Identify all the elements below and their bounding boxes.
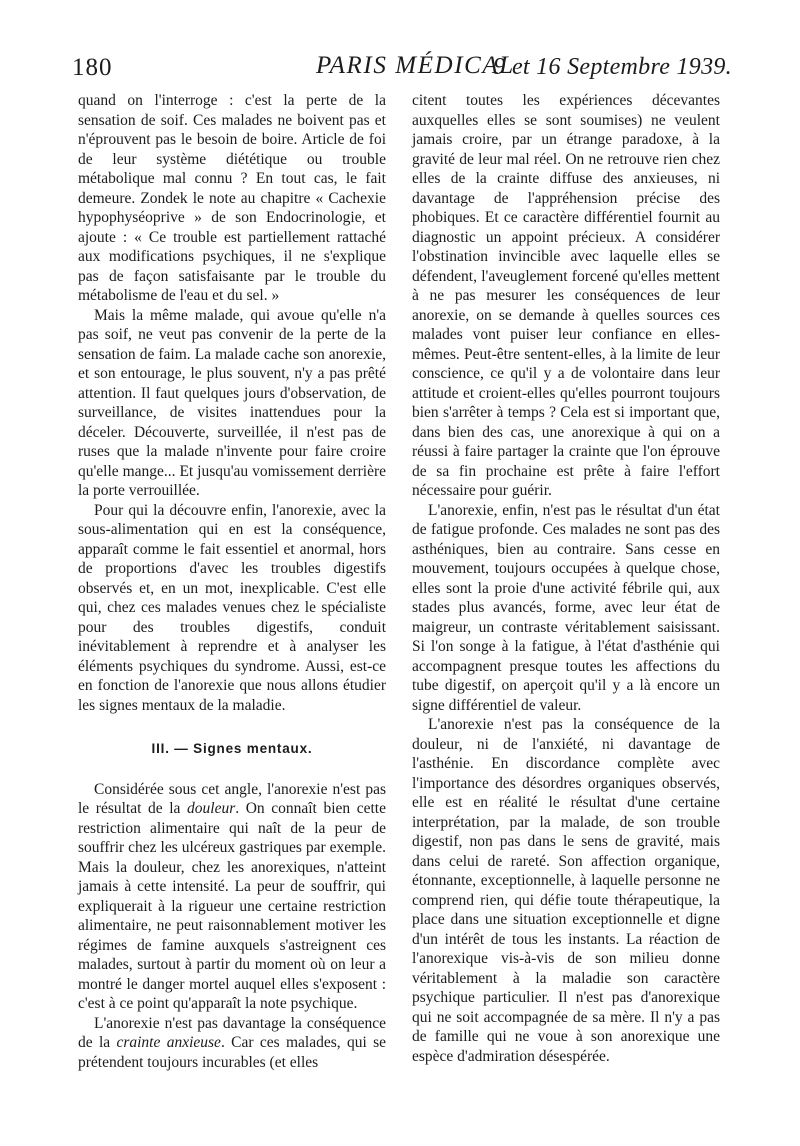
right-column (412, 91, 720, 1066)
paragraph: citent toutes les expériences décevantes auxquelles elles se sont soumises) ne veulent jamais croire, par un étrange paradoxe, à la gravité de leur mal réel. On ne retrouve rien chez elles de la crainte diffuse des anxieuses, ni davantage de l'appréhension précise des phobiques. Et ce caractère différentiel fournit au diagnostic un appoint précieux. A considérer l'obstination invincible avec laquelle elles se défendent, l'aveuglement forcené qu'elles mettent à ne pas mesurer les conséquences de leur anorexie, on se demande à quelles sources ces malades vont puiser leur confiance en elles-mêmes. Peut-être sentent-elles, à la limite de leur conscience, ce qu'il y a de volontaire dans leur attitude et croient-elles qu'elles pourront toujours bien s'arrêter à temps ? Cela est si important que, dans bien des cas, une anorexique à qui on a réussi à faire partager la crainte que l'on éprouve de sa fin prochaine est prête à faire l'effort nécessaire pour guérir. (412, 92, 720, 499)
page-number: 180 (72, 54, 113, 81)
journal-title: PARIS MÉDICAL (316, 52, 515, 79)
text-run: Considérée sous cet angle, l'anorexie n'est pas le résultat de la (78, 780, 386, 817)
paragraph: Pour qui la découvre enfin, l'anorexie, avec la sous-alimentation qui en est la conséquence, apparaît comme le fait essentiel et anormal, hors de proportions d'avec les troubles digestifs observés et, en un mot, inexplicable. C'est elle qui, chez ces malades venues chez le spécialiste pour des troubles digestifs, conduit inévitablement à reprendre et à analyser les éléments psychiques du syndrome. Aussi, est-ce en fonction de l'anorexie que nous allons étudier les signes mentaux de la maladie. (78, 501, 386, 714)
paragraph: L'anorexie, enfin, n'est pas le résultat d'un état de fatigue profonde. Ces malades ne sont pas des asthéniques, bien au contraire. Sans cesse en mouvement, toujours occupées à quelque chose, elles sont la proie d'une activité fébrile qui, aux stades plus avancés, forme, avec leur état de maigreur, un contraste véritablement saisissant. Si l'on songe à la fatigue, à l'état d'asthénie qui accompagnent presque toutes les affections du tube digestif, on aperçoit qu'il y a là encore un signe différentiel de valeur. (412, 501, 720, 714)
issue-date: 9 et 16 Septembre 1939. (493, 54, 732, 80)
text-run: L'anorexie n'est pas davantage la conséquence de la (78, 1014, 386, 1051)
paragraph: Mais la même malade, qui avoue qu'elle n'a pas soif, ne veut pas convenir de la perte de la sensation de faim. La malade cache son anorexie, et son entourage, le plus souvent, n'y a pas prêté attention. Il faut quelques jours d'observation, de surveillance, de visites inattendues pour la déceler. Découverte, surveillée, il n'est pas de ruses que la malade n'invente pour faire croire qu'elle mange... Et jusqu'au vomissement derrière la porte verrouillée. (78, 306, 386, 499)
emphasis: douleur (187, 800, 236, 817)
paragraph: L'anorexie n'est pas la conséquence de la douleur, ni de l'anxiété, ni davantage de l'asthénie. En discordance complète avec l'importance des désordres organiques observés, elle est en réalité le résultat d'une certaine interprétation, par la malade, de son trouble digestif, non pas dans le sens de gravité, mais dans celui de rareté. Son affection organique, étonnante, exceptionnelle, à laquelle personne ne comprend rien, qui défie toute thérapeutique, la place dans une situation exceptionnelle et digne d'un intérêt de tous les instants. La réaction de l'anorexique vis-à-vis de son milieu donne véritablement à la maladie son caractère psychique particulier. Il n'est pas d'anorexique qui ne soit accompagnée de sa mère. Il n'y a pas de famille qui ne voue à son anorexique une espèce d'admiration désespérée. (412, 716, 720, 1065)
running-header (72, 52, 732, 86)
left-column (78, 91, 386, 1072)
paragraph (78, 780, 386, 1014)
paragraph (78, 1014, 386, 1073)
section-heading: III. — Signes mentaux. (151, 741, 313, 756)
emphasis: crainte anxieuse (116, 1034, 221, 1051)
text-run: . Car ces malades, qui se prétendent toujours incurables (et elles (78, 1034, 386, 1071)
text-run: . On connaît bien cette restriction alimentaire qui naît de la peur de souffrir chez les ulcéreux gastriques par exemple. Mais la douleur, chez les anorexiques, n'atteint jamais à cette intensité. La peur de souffrir, qui expliquerait à la rigueur une certaine restriction alimentaire, ne peut raisonnablement motiver les régimes de famine auxquels s'astreignent ces malades, surtout à partir du moment où on leur a montré le danger mortel auquel elles s'exposent : c'est à ce point qu'apparaît la note psychique. (78, 800, 386, 1012)
paragraph: quand on l'interroge : c'est la perte de la sensation de soif. Ces malades ne boivent pas et n'éprouvent pas le besoin de boire. Article de foi de leur système diététique ou trouble métabolique mal connu ? En tout cas, le fait demeure. Zondek le note au chapitre « Cachexie hypophyséoprive » de son Endocrinologie, et ajoute : « Ce trouble est partiellement rattaché aux modifications psychiques, il ne s'explique pas de façon satisfaisante par le trouble du métabolisme de l'eau et du sel. » (78, 92, 386, 304)
